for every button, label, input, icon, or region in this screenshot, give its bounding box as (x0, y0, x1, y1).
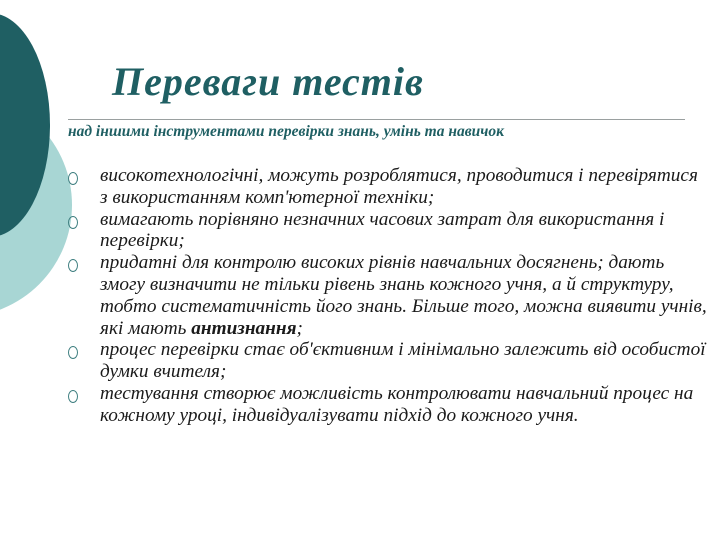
circle-outline-icon (68, 252, 100, 274)
list-item-text (100, 252, 708, 339)
list-item (68, 209, 708, 253)
advantages-list (68, 165, 708, 427)
list-item (68, 252, 708, 339)
list-item-text-part: придатні для контролю високих рівнів навчальних досягнень; дають змогу визначити не тільки рівень знань кожного учня, а й структуру, тобто систематичність його знань. Більше того, можна виявити учнів, які мають (100, 252, 707, 339)
list-item (68, 165, 708, 209)
page-subtitle: над іншими інструментами перевірки знань, умінь та навичок (68, 123, 504, 140)
circle-outline-icon (68, 209, 100, 231)
circle-outline-icon (68, 165, 100, 187)
page-title: Переваги тестів (112, 59, 424, 104)
circle-outline-icon (68, 339, 100, 361)
list-item-text-end: ; (296, 317, 303, 339)
title-divider (68, 119, 685, 120)
bold-term: антизнання (191, 317, 297, 339)
list-item-text: високотехнологічні, можуть розроблятися, проводитися і перевірятися з використанням комп'ютерної техніки; (100, 165, 698, 208)
list-item-text: процес перевірки стає об'єктивним і мінімально залежить від особистої думки вчителя; (100, 339, 706, 383)
list-item-text: вимагають порівняно незначних часових затрат для використання і перевірки; (100, 208, 665, 252)
circle-outline-icon (68, 383, 100, 405)
list-item-text: тестування створює можливість контролювати навчальний процес на кожному уроці, індивідуалізувати підхід до кожного учня. (100, 382, 694, 426)
list-item (68, 339, 708, 383)
list-item (68, 383, 708, 427)
